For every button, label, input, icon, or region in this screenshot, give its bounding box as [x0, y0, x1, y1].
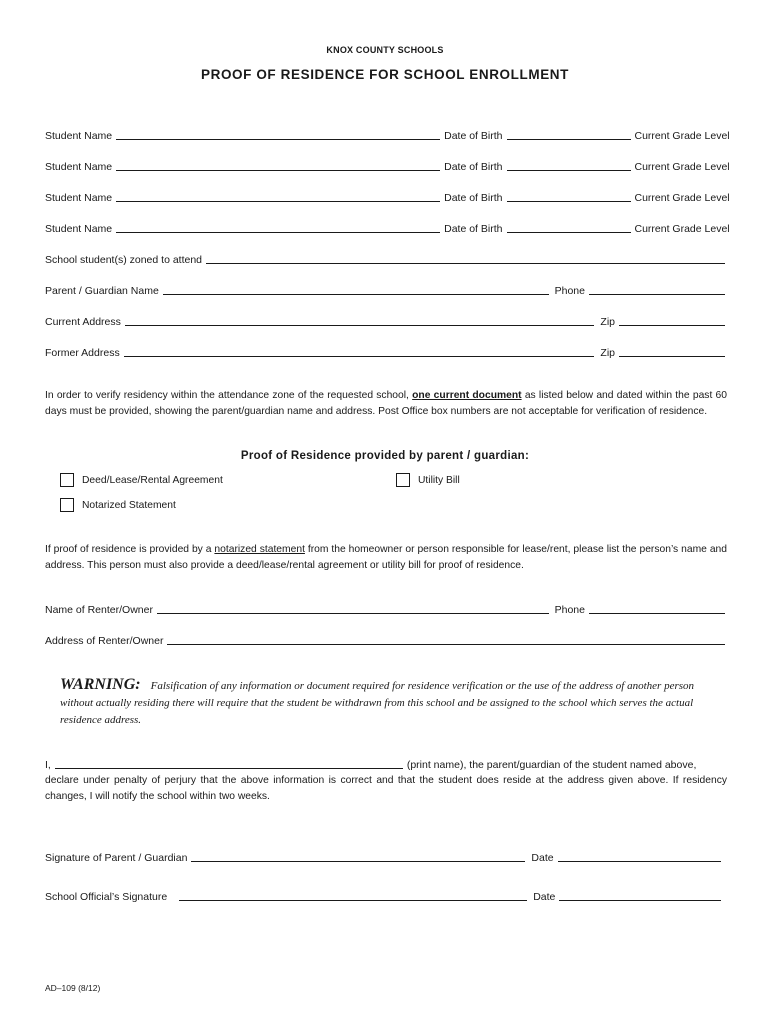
zip-field[interactable] — [619, 324, 725, 326]
renter-name-label: Name of Renter/Owner — [45, 604, 153, 616]
declaration-text: declare under penalty of perjury that the above information is correct and that the student does reside at the address given above. If residency changes, I will notify the school within two weeks. — [45, 775, 727, 802]
current-address-row — [45, 314, 725, 328]
parent-date-field[interactable] — [558, 860, 721, 862]
current-address-field[interactable] — [125, 324, 595, 326]
date-of-birth-field[interactable] — [507, 200, 631, 202]
parent-signature-field[interactable] — [191, 860, 525, 862]
school-zoned-label: School student(s) zoned to attend — [45, 254, 203, 266]
checkbox-label: Deed/Lease/Rental Agreement — [82, 474, 223, 486]
checkbox-notarized-statement[interactable] — [60, 498, 176, 512]
student-name-label: Student Name — [45, 192, 113, 204]
student-name-label: Student Name — [45, 130, 113, 142]
renter-address-label: Address of Renter/Owner — [45, 635, 164, 647]
renter-phone-label: Phone — [554, 604, 585, 616]
renter-address-field[interactable] — [167, 643, 725, 645]
former-address-field[interactable] — [124, 355, 595, 357]
official-signature-label: School Official’s Signature — [45, 891, 168, 903]
school-zoned-row — [45, 252, 725, 266]
official-date-label: Date — [533, 891, 556, 903]
grade-level-label: Current Grade Level — [634, 223, 730, 235]
date-of-birth-label: Date of Birth — [444, 192, 503, 204]
parent-date-label: Date — [531, 852, 554, 864]
warning-text: Falsification of any information or document required for residence verification or the use of the address of another person without actually residing there will require that the student be withdrawn from this school and be assigned to the school which serves the actual residence address. — [60, 680, 695, 726]
student-name-field[interactable] — [116, 169, 440, 171]
instructions-text-cont: as listed below and dated within the past 60 days must be provided, showing the parent/guardian name and address. Post Office box numbers are not acceptable for verification of residence. — [45, 390, 727, 417]
residency-instructions — [45, 388, 727, 419]
grade-level-label: Current Grade Level — [634, 161, 730, 173]
parent-signature-label: Signature of Parent / Guardian — [45, 852, 188, 864]
date-of-birth-field[interactable] — [507, 138, 631, 140]
checkbox-square-icon[interactable] — [396, 473, 410, 487]
renter-address-row — [45, 633, 725, 647]
checkbox-utility-bill[interactable] — [396, 473, 460, 487]
emphasis-one-current-document: one current document — [412, 390, 522, 401]
renter-name-row — [45, 602, 725, 616]
print-name-label: (print name), the parent/guardian of the student named above, — [406, 759, 697, 771]
grade-level-label: Current Grade Level — [634, 192, 730, 204]
checkbox-label: Utility Bill — [418, 474, 460, 486]
date-of-birth-field[interactable] — [507, 231, 631, 233]
checkbox-square-icon[interactable] — [60, 473, 74, 487]
declaration-prefix: I, — [45, 759, 51, 771]
student-row — [45, 190, 730, 204]
warning-block — [60, 676, 720, 729]
zip-field[interactable] — [619, 355, 725, 357]
date-of-birth-label: Date of Birth — [444, 161, 503, 173]
form-number: AD–109 (8/12) — [45, 983, 101, 993]
parent-name-label: Parent / Guardian Name — [45, 285, 159, 297]
date-of-birth-field[interactable] — [507, 169, 631, 171]
notarized-instructions — [45, 542, 727, 573]
student-row — [45, 221, 730, 235]
student-name-field[interactable] — [116, 200, 440, 202]
renter-name-field[interactable] — [157, 612, 549, 614]
former-address-label: Former Address — [45, 347, 120, 359]
print-name-field[interactable] — [55, 767, 403, 769]
warning-heading: WARNING: — [60, 676, 141, 693]
parent-signature-row — [45, 850, 725, 864]
parent-name-field[interactable] — [163, 293, 549, 295]
notarized-text: If proof of residence is provided by a — [45, 544, 215, 555]
renter-phone-field[interactable] — [589, 612, 725, 614]
official-date-field[interactable] — [559, 899, 721, 901]
zip-label: Zip — [600, 316, 615, 328]
checkbox-deed-lease[interactable] — [60, 473, 223, 487]
grade-level-label: Current Grade Level — [634, 130, 730, 142]
official-signature-field[interactable] — [179, 899, 527, 901]
student-name-label: Student Name — [45, 161, 113, 173]
proof-heading: Proof of Residence provided by parent / guardian: — [240, 450, 530, 462]
parent-row — [45, 283, 725, 297]
declaration-name-row — [45, 757, 725, 771]
phone-label: Phone — [554, 285, 585, 297]
date-of-birth-label: Date of Birth — [444, 130, 503, 142]
student-name-field[interactable] — [116, 138, 440, 140]
phone-field[interactable] — [589, 293, 725, 295]
instructions-text: In order to verify residency within the attendance zone of the requested school, — [45, 390, 413, 401]
checkbox-square-icon[interactable] — [60, 498, 74, 512]
student-name-label: Student Name — [45, 223, 113, 235]
notarized-text-cont: from the homeowner or person responsible for lease/rent, please list the person’s name and address. This person must also provide a deed/lease/rental agreement or utility bill for proof of residence. — [45, 544, 727, 571]
form-title: PROOF OF RESIDENCE FOR SCHOOL ENROLLMENT — [200, 67, 569, 82]
former-address-row — [45, 345, 725, 359]
zip-label: Zip — [600, 347, 615, 359]
official-signature-row — [45, 889, 725, 903]
current-address-label: Current Address — [45, 316, 121, 328]
school-zoned-field[interactable] — [206, 262, 725, 264]
notarized-statement-link: notarized statement — [214, 544, 305, 555]
date-of-birth-label: Date of Birth — [444, 223, 503, 235]
student-name-field[interactable] — [116, 231, 440, 233]
student-row — [45, 159, 730, 173]
student-row — [45, 128, 730, 142]
checkbox-label: Notarized Statement — [82, 499, 176, 511]
agency-name: KNOX COUNTY SCHOOLS — [326, 45, 444, 55]
